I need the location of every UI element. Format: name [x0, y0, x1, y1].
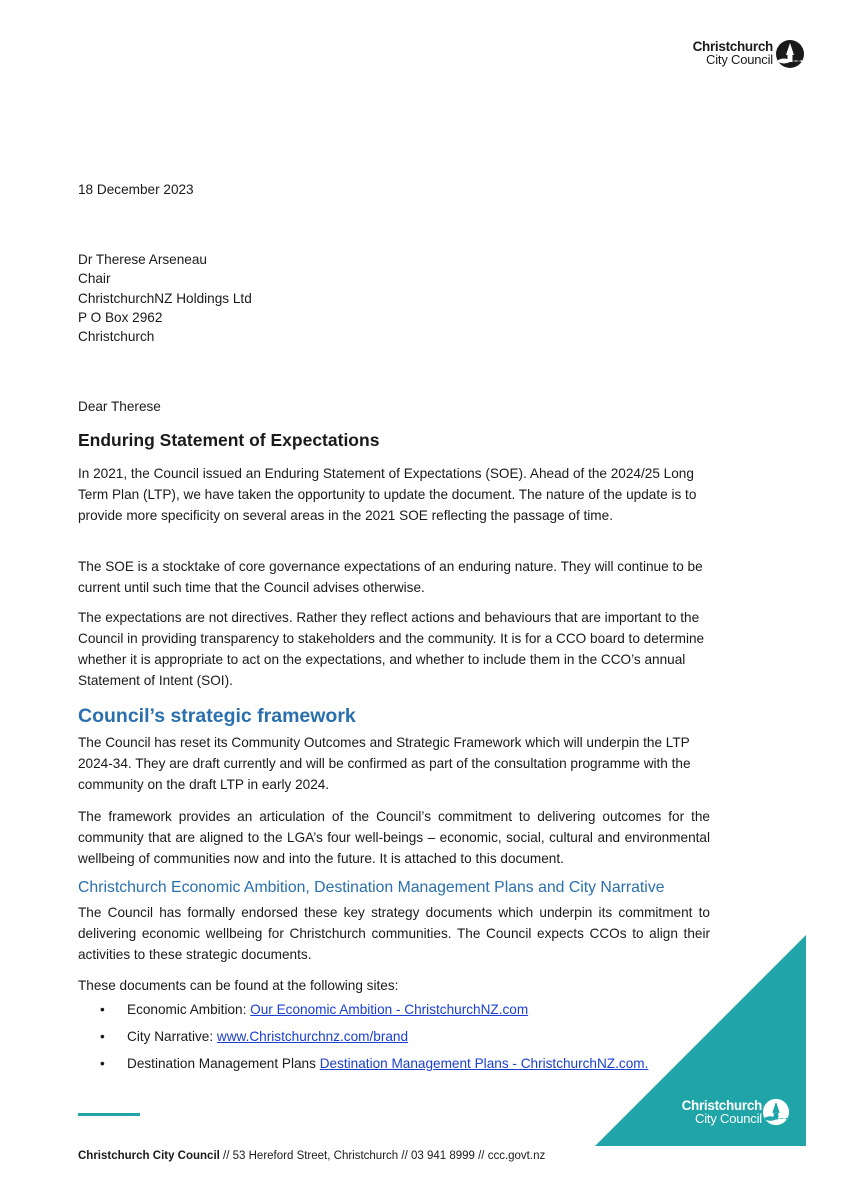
section-heading-economic-ambition: Christchurch Economic Ambition, Destination Management Plans and City Narrative — [78, 879, 665, 896]
cathedral-logo-icon — [775, 39, 805, 69]
footer-contact — [78, 1150, 545, 1162]
bullet-icon: • — [100, 1056, 105, 1071]
salutation: Dear Therese — [78, 399, 161, 414]
list-item — [100, 1054, 648, 1081]
destination-management-link[interactable]: Destination Management Plans - ChristchurchNZ.com. — [319, 1056, 649, 1071]
list-item-label: Destination Management Plans — [127, 1056, 320, 1071]
logo-line-1: Christchurch — [681, 1098, 762, 1113]
list-item — [100, 1000, 648, 1027]
document-links-list — [100, 1000, 648, 1081]
footer-details: // 53 Hereford Street, Christchurch // 03 941 8999 // ccc.govt.nz — [219, 1150, 546, 1162]
council-logo-footer — [662, 1097, 792, 1133]
economic-ambition-link[interactable]: Our Economic Ambition - ChristchurchNZ.com — [250, 1002, 529, 1017]
logo-line-2: City Council — [706, 52, 773, 67]
address-line: Christchurch — [78, 329, 155, 345]
paragraph: These documents can be found at the following sites: — [78, 978, 399, 993]
paragraph: The Council has formally endorsed these key strategy documents which underpin its commitment to delivering economic wellbeing for Christchurch communities. The Council expects CCOs to align their activities to these strategic documents. — [78, 905, 710, 962]
list-item — [100, 1027, 648, 1054]
recipient-address — [78, 250, 708, 346]
address-line: Dr Therese Arseneau — [78, 252, 207, 267]
paragraph: In 2021, the Council issued an Enduring Statement of Expectations (SOE). Ahead of the 2024/25 Long Term Plan (LTP), we have taken the opportunity to update the document. The nature of the update is to provide more specificity on several areas in the 2021 SOE reflecting the passage of time. — [78, 466, 697, 523]
address-line: P O Box 2962 — [78, 309, 163, 325]
letter-date: 18 December 2023 — [78, 182, 194, 197]
bullet-icon: • — [100, 1002, 105, 1017]
cathedral-logo-icon — [762, 1098, 790, 1126]
logo-line-1: Christchurch — [692, 39, 773, 54]
letter-heading: Enduring Statement of Expectations — [78, 430, 380, 450]
city-narrative-link[interactable]: www.Christchurchnz.com/brand — [216, 1029, 409, 1044]
bullet-icon: • — [100, 1029, 105, 1044]
list-item-label: City Narrative: — [127, 1029, 217, 1044]
paragraph: The expectations are not directives. Rather they reflect actions and behaviours that are important to the Council in providing transparency to stakeholders and the community. It is for a CCO board to determine whether it is appropriate to act on the expectations, and whether to include them in the CCO’s annual Statement of Intent (SOI). — [78, 610, 705, 688]
footer-org: Christchurch City Council — [78, 1150, 220, 1162]
address-line: ChristchurchNZ Holdings Ltd — [78, 290, 252, 306]
paragraph: The SOE is a stocktake of core governance expectations of an enduring nature. They will continue to be current until such time that the Council advises otherwise. — [78, 559, 703, 595]
footer-divider — [78, 1113, 140, 1116]
list-item-label: Economic Ambition: — [127, 1002, 251, 1017]
paragraph: The Council has reset its Community Outcomes and Strategic Framework which will underpin the LTP 2024-34. They are draft currently and will be confirmed as part of the consultation programme with the community on the draft LTP in early 2024. — [78, 735, 691, 792]
address-line: Chair — [78, 271, 111, 287]
section-heading-strategic-framework: Council’s strategic framework — [78, 705, 356, 727]
paragraph: The framework provides an articulation of the Council’s commitment to delivering outcomes for the community that are aligned to the LGA’s four well-beings – economic, social, cultural and environmental wellbeing of communities now and into the future. It is attached to this document. — [78, 809, 710, 866]
council-logo — [683, 38, 807, 72]
logo-line-2: City Council — [695, 1111, 762, 1126]
